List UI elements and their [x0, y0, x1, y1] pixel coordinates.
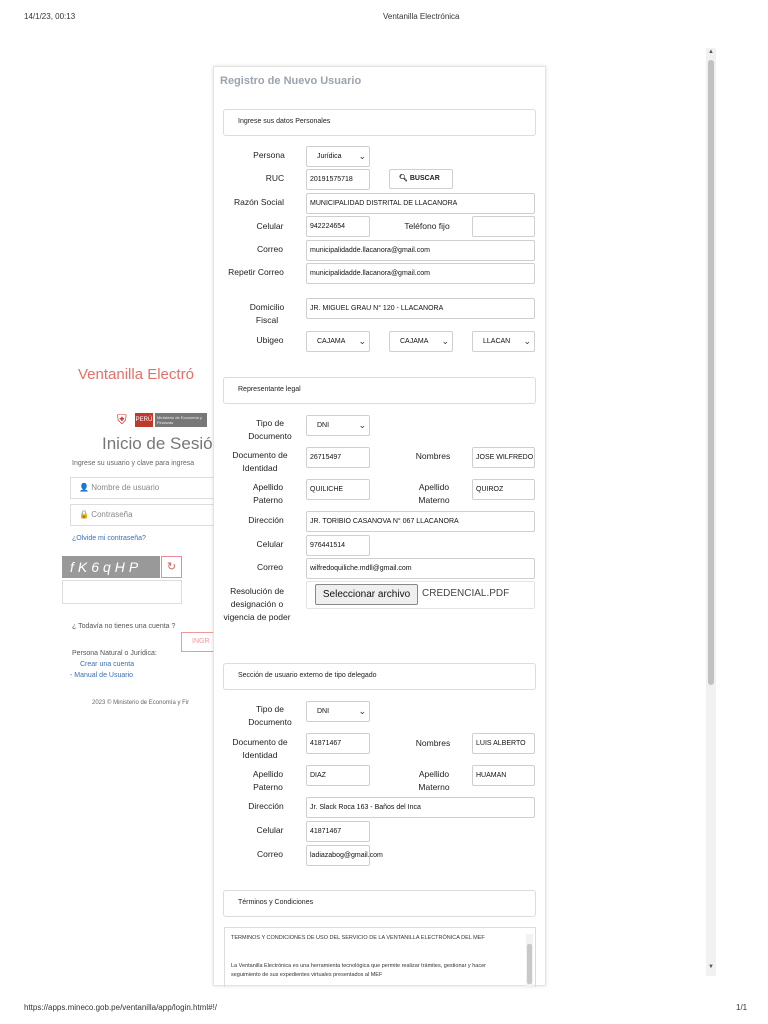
persona-label: Persona: [253, 150, 285, 160]
rep-nombres-input[interactable]: JOSE WILFREDO: [472, 447, 535, 468]
captcha-input[interactable]: [62, 580, 182, 604]
file-name: CREDENCIAL.PDF: [422, 588, 510, 599]
chevron-down-icon: ⌄: [358, 706, 366, 716]
section-personal-label: Ingrese sus datos Personales: [238, 118, 331, 125]
ruc-input[interactable]: 20191575718: [306, 169, 370, 190]
domicilio-label: Domicilio Fiscal: [249, 302, 285, 325]
shield-icon: ⛨: [117, 412, 127, 427]
scroll-thumb[interactable]: [708, 60, 714, 685]
ubigeo-departamento-select[interactable]: [306, 331, 370, 352]
logo-peru: PERÚ: [135, 413, 153, 427]
password-input[interactable]: [70, 504, 230, 526]
section-representante: [223, 377, 536, 404]
copyright: 2023 © Ministerio de Economía y Fir: [92, 700, 190, 706]
ubigeo-distrito-select[interactable]: [472, 331, 535, 352]
rep-resolucion-label: Resolución de designación o vigencia de poder: [223, 586, 291, 622]
terms-heading: TERMINOS Y CONDICIONES DE USO DEL SERVICIO DE LA VENTANILLA ELECTRÓNICA DEL MEF: [231, 935, 485, 941]
chevron-down-icon: ⌄: [358, 151, 366, 161]
del-nombres-label: Nombres: [415, 738, 451, 748]
ubigeo-3-value: LLACAN: [483, 338, 511, 345]
rep-nombres-label: Nombres: [415, 451, 451, 461]
section-terminos-label: Términos y Condiciones: [238, 899, 314, 906]
del-tipo-label: Tipo de Documento: [248, 704, 292, 727]
rep-paterno-label: Apellido Paterno: [252, 482, 284, 505]
username-input[interactable]: [70, 477, 230, 499]
terms-body: La Ventanilla Electrónica es una herramienta tecnológica que permite realizar trámites, gestionar y hacer seguimiento de sus expedientes virtuales presentados al MEF: [231, 963, 486, 978]
rep-doc-input[interactable]: 26715497: [306, 447, 370, 468]
password-placeholder: Contraseña: [91, 510, 133, 519]
section-terminos: [223, 890, 536, 917]
chevron-down-icon: ⌄: [441, 336, 449, 346]
rep-tipo-select[interactable]: [306, 415, 370, 436]
buscar-button[interactable]: [389, 169, 453, 189]
del-correo-label: Correo: [257, 849, 283, 859]
rep-correo-label: Correo: [257, 562, 283, 572]
terms-scrollbar[interactable]: [526, 934, 533, 988]
repetir-correo-input[interactable]: municipalidadde.llacanora@gmail.com: [306, 263, 535, 284]
del-celular-input[interactable]: 41871467: [306, 821, 370, 842]
razon-label: Razón Social: [233, 197, 285, 207]
ubigeo-label: Ubigeo: [256, 335, 284, 345]
domicilio-input[interactable]: JR. MIGUEL GRAU N° 120 - LLACANORA: [306, 298, 535, 319]
create-account-link[interactable]: Crear una cuenta: [80, 661, 135, 668]
section-delegado-label: Sección de usuario externo de tipo delegado: [238, 672, 377, 679]
del-materno-input[interactable]: HUAMAN: [472, 765, 535, 786]
del-tipo-select[interactable]: [306, 701, 370, 722]
scroll-down-icon[interactable]: ▼: [708, 964, 714, 970]
telefono-label: Teléfono fijo: [404, 221, 450, 231]
rep-paterno-input[interactable]: QUILICHE: [306, 479, 370, 500]
del-paterno-input[interactable]: DIAZ: [306, 765, 370, 786]
correo-label: Correo: [257, 244, 283, 254]
persona-select[interactable]: [306, 146, 370, 167]
celular-label: Celular: [256, 221, 284, 231]
print-url: https://apps.mineco.gob.pe/ventanilla/app/login.html#!/: [24, 1003, 218, 1012]
login-page: [60, 360, 220, 720]
ubigeo-2-value: CAJAMA: [400, 338, 429, 345]
persona-value: Jurídica: [317, 153, 342, 160]
ruc-label: RUC: [265, 173, 285, 183]
rep-correo-input[interactable]: wilfredoquiliche.mdll@gmail.com: [306, 558, 535, 579]
refresh-captcha-icon[interactable]: ↻: [161, 556, 182, 578]
section-personal: [223, 109, 536, 136]
select-file-button[interactable]: Seleccionar archivo: [315, 584, 418, 605]
modal-title: Registro de Nuevo Usuario: [220, 75, 362, 87]
correo-input[interactable]: municipalidadde.llacanora@gmail.com: [306, 240, 535, 261]
ubigeo-1-value: CAJAMA: [317, 338, 346, 345]
mef-logo: [117, 410, 207, 430]
login-heading: Inicio de Sesió: [102, 434, 213, 453]
rep-tipo-value: DNI: [317, 422, 330, 429]
rep-tipo-label: Tipo de Documento: [248, 418, 292, 441]
login-button[interactable]: INGR: [181, 632, 241, 652]
print-datetime: 14/1/23, 00:13: [24, 12, 76, 21]
rep-direccion-input[interactable]: JR. TORIBIO CASANOVA N° 067 LLACANORA: [306, 511, 535, 532]
rep-direccion-label: Dirección: [248, 515, 284, 525]
chevron-down-icon: ⌄: [358, 336, 366, 346]
rep-celular-label: Celular: [256, 539, 284, 549]
del-direccion-label: Dirección: [248, 801, 284, 811]
razon-input[interactable]: MUNICIPALIDAD DISTRITAL DE LLACANORA: [306, 193, 535, 214]
rep-materno-label: Apellido Materno: [418, 482, 450, 505]
del-materno-label: Apellido Materno: [418, 769, 450, 792]
search-icon: 🔍︎: [399, 175, 408, 182]
register-modal: [213, 66, 546, 986]
del-doc-label: Documento de Identidad: [232, 737, 288, 760]
persona-natural-text: Persona Natural o Jurídica:: [72, 650, 157, 657]
scroll-up-icon[interactable]: ▲: [708, 49, 714, 55]
no-account-text: ¿ Todavía no tienes una cuenta ?: [72, 623, 176, 630]
page-scrollbar[interactable]: [706, 48, 716, 976]
captcha: [62, 556, 182, 578]
celular-input[interactable]: 942224654: [306, 216, 370, 237]
print-page: 1/1: [736, 1003, 748, 1012]
forgot-password-link[interactable]: ¿Olvide mi contraseña?: [72, 535, 146, 542]
buscar-label: BUSCAR: [409, 175, 440, 182]
user-manual-link[interactable]: - Manual de Usuario: [70, 672, 134, 679]
repetir-correo-label: Repetir Correo: [228, 267, 284, 277]
telefono-input[interactable]: [472, 216, 535, 237]
username-placeholder: Nombre de usuario: [91, 483, 160, 492]
del-celular-label: Celular: [256, 825, 284, 835]
captcha-code: fK6qHP: [62, 556, 160, 578]
del-paterno-label: Apellido Paterno: [252, 769, 284, 792]
del-nombres-input[interactable]: LUIS ALBERTO: [472, 733, 535, 754]
rep-doc-label: Documento de Identidad: [232, 450, 288, 473]
section-representante-label: Representante legal: [238, 386, 301, 393]
ubigeo-provincia-select[interactable]: [389, 331, 453, 352]
section-delegado: [223, 663, 536, 690]
del-doc-input[interactable]: 41871467: [306, 733, 370, 754]
chevron-down-icon: ⌄: [523, 336, 531, 346]
user-icon: 👤: [79, 483, 89, 492]
lock-icon: 🔒: [79, 510, 89, 519]
login-instructions: Ingrese su usuario y clave para ingresa: [72, 460, 195, 467]
chevron-down-icon: ⌄: [358, 420, 366, 430]
del-direccion-input[interactable]: Jr. Slack Roca 163 - Baños del Inca: [306, 797, 535, 818]
del-tipo-value: DNI: [317, 708, 330, 715]
print-title: Ventanilla Electrónica: [383, 12, 460, 21]
terms-scroll-thumb[interactable]: [527, 944, 532, 984]
logo-ministry: Ministerio de Economía y Finanzas: [155, 413, 207, 427]
rep-materno-input[interactable]: QUIROZ: [472, 479, 535, 500]
del-correo-input[interactable]: ladiazabog@gmail.com: [306, 845, 370, 866]
brand-title: Ventanilla Electró: [78, 366, 194, 383]
rep-celular-input[interactable]: 976441514: [306, 535, 370, 556]
terms-textbox[interactable]: [224, 927, 536, 987]
